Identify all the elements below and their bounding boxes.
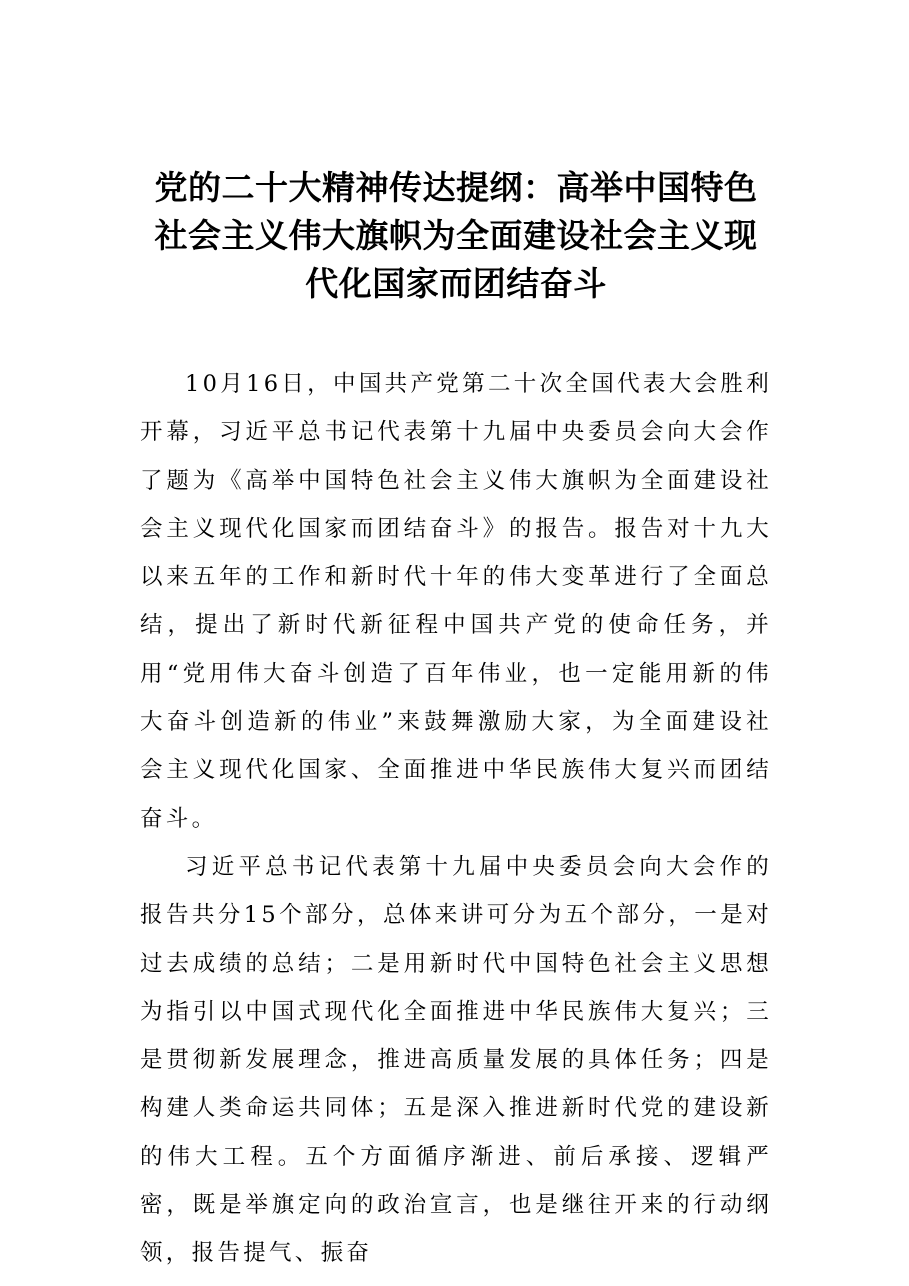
title-line-2: 社会主义伟大旗帜为全面建设社会主义现 — [154, 216, 758, 255]
title-line-3: 代化国家而团结奋斗 — [305, 264, 607, 303]
title-line-1: 党的二十大精神传达提纲：高举中国特色 — [154, 168, 758, 207]
paragraph-1: 10月16日，中国共产党第二十次全国代表大会胜利开幕，习近平总书记代表第十九届中央委员会向大会作了题为《高举中国特色社会主义伟大旗帜为全面建设社会主义现代化国家而团结奋斗》的报告。报告对十九大以来五年的工作和新时代十年的伟大变革进行了全面总结，提出了新时代新征程中国共产党的使命任务，并用“党用伟大奋斗创造了百年伟业，也一定能用新的伟大奋斗创造新的伟业”来鼓舞激励大家，为全面建设社会主义现代化国家、全面推进中华民族伟大复兴而团结奋斗。 — [140, 371, 772, 832]
document-body — [140, 360, 772, 1278]
paragraph-2: 习近平总书记代表第十九届中央委员会向大会作的报告共分15个部分，总体来讲可分为五个部分，一是对过去成绩的总结；二是用新时代中国特色社会主义思想为指引以中国式现代化全面推进中华民族伟大复兴；三是贯彻新发展理念，推进高质量发展的具体任务；四是构建人类命运共同体；五是深入推进新时代党的建设新的伟大工程。五个方面循序渐进、前后承接、逻辑严密，既是举旗定向的政治宣言，也是继往开来的行动纲领，报告提气、振奋 — [140, 853, 772, 1267]
document-title — [140, 164, 772, 308]
